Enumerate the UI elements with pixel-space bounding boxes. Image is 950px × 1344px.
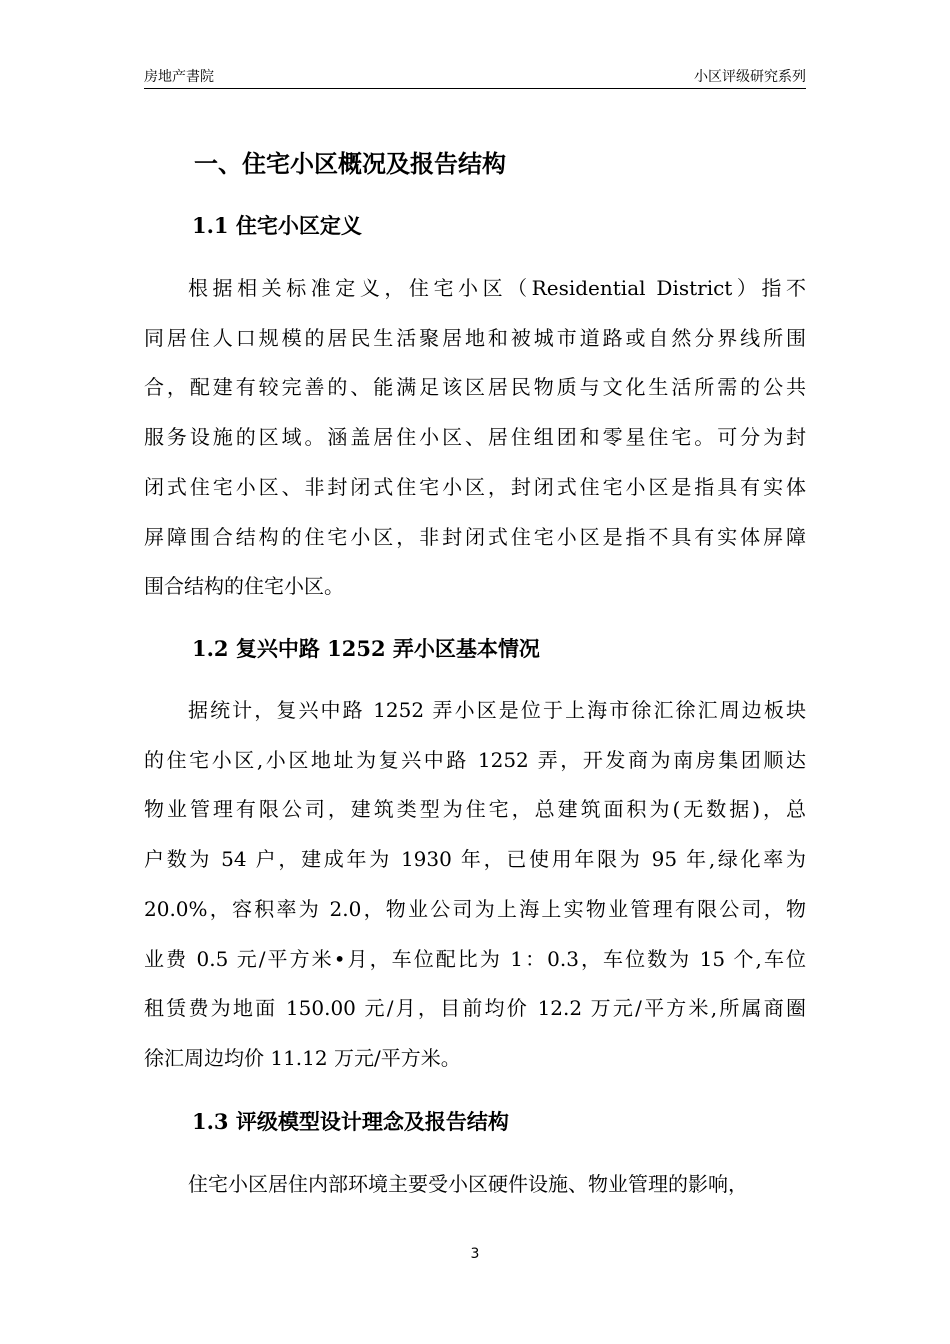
- page-header: [144, 66, 806, 89]
- section-1-heading: 一、住宅小区概况及报告结构: [194, 149, 506, 178]
- section-1-1-paragraph: [144, 264, 806, 612]
- paragraph-line: 租赁费为地面 150.00 元/月，目前均价 12.2 万元/平方米,所属商圈: [144, 996, 806, 1021]
- paragraph-line: 闭式住宅小区、非封闭式住宅小区，封闭式住宅小区是指具有实体: [144, 474, 806, 499]
- header-series: 小区评级研究系列: [694, 69, 806, 85]
- page-number: 3: [470, 1246, 480, 1262]
- paragraph-line: 合，配建有较完善的、能满足该区居民物质与文化生活所需的公共: [144, 375, 806, 400]
- paragraph-line: 根据相关标准定义，住宅小区（Residential District）指不: [188, 276, 806, 300]
- paragraph-line: 户数为 54 户，建成年为 1930 年，已使用年限为 95 年,绿化率为: [144, 847, 806, 872]
- paragraph-line: 据统计，复兴中路 1252 弄小区是位于上海市徐汇徐汇周边板块: [188, 698, 806, 722]
- paragraph-line: 物业管理有限公司，建筑类型为住宅，总建筑面积为(无数据)，总: [144, 797, 806, 822]
- paragraph-line: 围合结构的住宅小区。: [144, 574, 344, 599]
- paragraph-line: 屏障围合结构的住宅小区，非封闭式住宅小区是指不具有实体屏障: [144, 524, 806, 549]
- paragraph-line: 同居住人口规模的居民生活聚居地和被城市道路或自然分界线所围: [144, 325, 806, 350]
- paragraph-line: 业费 0.5 元/平方米•月，车位配比为 1：0.3，车位数为 15 个,车位: [144, 946, 806, 971]
- paragraph-line: 服务设施的区域。涵盖居住小区、居住组团和零星住宅。可分为封: [144, 425, 806, 450]
- paragraph-line: 徐汇周边均价 11.12 万元/平方米。: [144, 1045, 461, 1070]
- section-1-2-heading: 1.2 复兴中路 1252 弄小区基本情况: [192, 636, 540, 661]
- paragraph-line: 20.0%，容积率为 2.0，物业公司为上海上实物业管理有限公司，物: [144, 896, 806, 921]
- paragraph-line: 的住宅小区,小区地址为复兴中路 1252 弄，开发商为南房集团顺达: [144, 747, 806, 772]
- section-1-1-heading: 1.1 住宅小区定义: [192, 213, 362, 238]
- paragraph-line: 住宅小区居住内部环境主要受小区硬件设施、物业管理的影响，: [188, 1172, 748, 1196]
- section-1-2-paragraph: [144, 686, 806, 1084]
- section-1-3-heading: 1.3 评级模型设计理念及报告结构: [192, 1109, 509, 1134]
- header-publisher: 房地产書院: [144, 69, 214, 85]
- section-1-3-paragraph: [144, 1160, 806, 1210]
